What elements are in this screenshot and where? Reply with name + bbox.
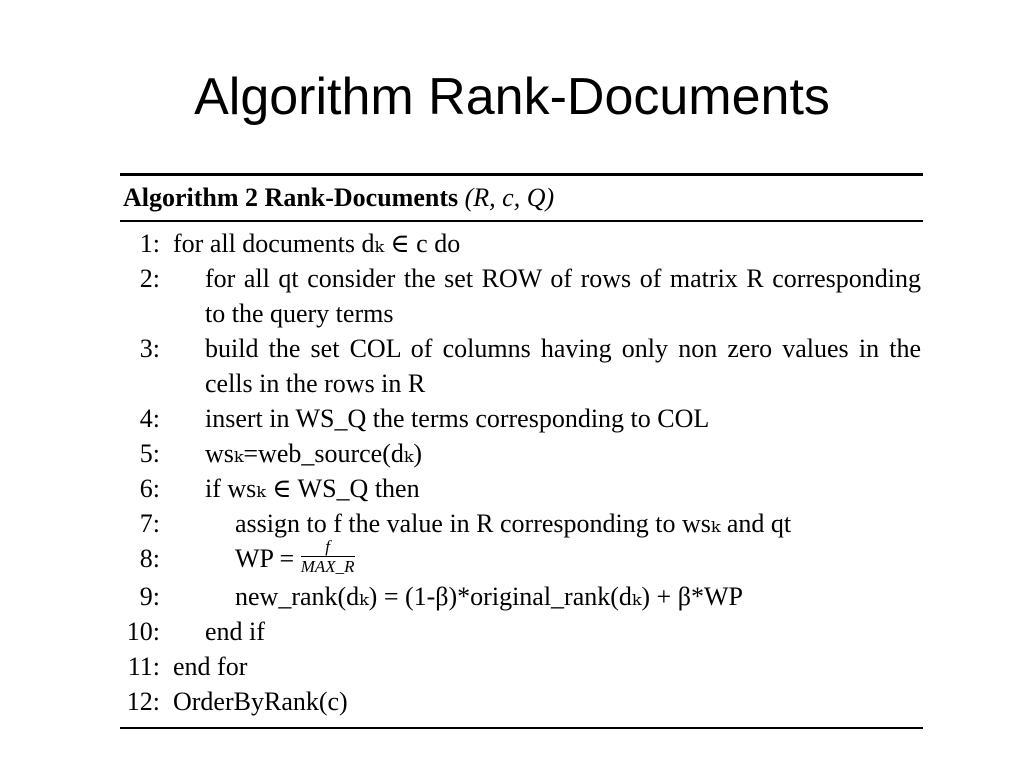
algorithm-line bbox=[120, 471, 923, 506]
algorithm-line bbox=[120, 331, 923, 401]
algorithm-line bbox=[120, 436, 923, 471]
line-text: if wsₖ ∈ WS_Q then bbox=[205, 473, 420, 503]
algorithm-line bbox=[120, 684, 923, 719]
slide-title: Algorithm Rank-Documents bbox=[194, 68, 830, 126]
line-number: 9: bbox=[139, 582, 160, 612]
line-number: 6: bbox=[139, 473, 160, 503]
algorithm-line bbox=[120, 579, 923, 614]
line-number: 8: bbox=[139, 543, 160, 573]
line-number: 3: bbox=[139, 333, 160, 363]
fraction bbox=[301, 538, 355, 575]
algorithm-params: (R, c, Q) bbox=[464, 183, 555, 212]
algorithm-label: Algorithm 2 Rank-Documents bbox=[123, 183, 459, 212]
line-text: build the set COL of columns having only non zero values in the cells in the rows in R bbox=[205, 333, 921, 398]
line-text: for all qt consider the set ROW of rows of matrix R corresponding to the query terms bbox=[205, 263, 921, 328]
algorithm-line bbox=[120, 614, 923, 649]
algorithm-header bbox=[120, 176, 923, 220]
line-text: for all documents dₖ ∈ c do bbox=[173, 228, 461, 258]
line-number: 7: bbox=[139, 508, 160, 538]
algorithm-box bbox=[120, 173, 923, 729]
line-text: OrderByRank(c) bbox=[173, 687, 348, 717]
line-number: 12: bbox=[126, 687, 160, 717]
bottom-rule bbox=[120, 727, 923, 729]
algorithm-line bbox=[120, 401, 923, 436]
line-text: wsₖ=web_source(dₖ) bbox=[205, 438, 423, 468]
line-number: 2: bbox=[139, 263, 160, 293]
fraction-denominator: MAX_R bbox=[300, 557, 355, 577]
line-text: end for bbox=[173, 652, 248, 682]
algorithm-body bbox=[120, 222, 923, 728]
line-number: 1: bbox=[139, 228, 160, 258]
line-text: insert in WS_Q the terms corresponding to COL bbox=[205, 403, 710, 433]
line-text-container bbox=[235, 537, 921, 580]
algorithm-line bbox=[120, 506, 923, 541]
line-number: 10: bbox=[126, 617, 160, 647]
algorithm-line bbox=[120, 649, 923, 684]
algorithm-line bbox=[120, 226, 923, 261]
line-number: 11: bbox=[127, 652, 160, 682]
line-text: WP = bbox=[235, 543, 295, 573]
line-number: 4: bbox=[139, 403, 160, 433]
fraction-numerator: f bbox=[325, 537, 330, 557]
line-number: 5: bbox=[139, 438, 160, 468]
line-text: assign to f the value in R corresponding to wsₖ and qt bbox=[235, 508, 792, 538]
line-text: end if bbox=[205, 617, 265, 647]
line-text: new_rank(dₖ) = (1-β)*original_rank(dₖ) + β*WP bbox=[235, 582, 743, 612]
algorithm-line bbox=[120, 537, 923, 580]
algorithm-line bbox=[120, 261, 923, 331]
